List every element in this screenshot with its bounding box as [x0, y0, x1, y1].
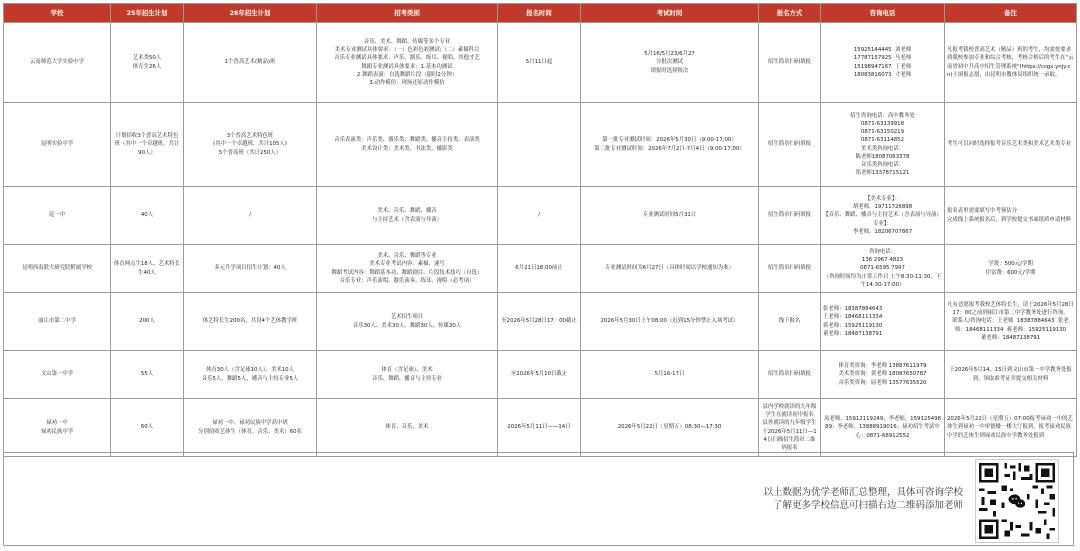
cell-reg-method: 招生简章扫码填报 — [759, 103, 821, 187]
cell-exam-time: 第一批专业测试时间：2026年5月30日（9:00-17:00） 第二批专业测试时间：2026年7月2日-7月4日（9:00-17:00） — [581, 103, 759, 187]
header-note: 备注 — [945, 4, 1077, 23]
footer-note — [763, 486, 963, 512]
cell-exam-time: 2026年5月22日（星期五）08:30—17:30 — [581, 399, 759, 457]
cell-school: 丽江市第二中学 — [4, 293, 111, 351]
cell-school: 昆明西南联大研究院附属学校 — [4, 245, 111, 293]
cell-phone: 【美术专业】： 胡老师，19711726898 【音乐、舞蹈、播音与主持艺术（含表演与导演）专业】： 李老师，18206707867 — [821, 187, 945, 245]
table-row — [4, 293, 1077, 351]
cell-reg-time: 5月11日起 — [498, 23, 581, 103]
header-reg-time: 报名时间 — [498, 4, 581, 23]
cell-exam-time: 5月16-17日 — [581, 351, 759, 399]
header-plan26: 26年招生计划 — [184, 4, 317, 23]
cell-phone: 咨询电话： 136 2967 4823 0871-6595 7997 （咨询时间均为正常工作日 上午8:30-11:30，下午14:30-17:00） — [821, 245, 945, 293]
cell-reg-time: 6月21日18:00前止 — [498, 245, 581, 293]
cell-category: 美术、音乐、舞蹈、播音 与主持艺术（含表演与导演） — [317, 187, 498, 245]
cell-school: 云南师范大学实验中学 — [4, 23, 111, 103]
cell-plan25: 40人 — [111, 187, 184, 245]
cell-plan26: 体育30人（含足球10人）、美术10人 音乐5人、舞蹈5人、播音与主持专业5人 — [184, 351, 317, 399]
cell-plan25: 55人 — [111, 351, 184, 399]
cell-reg-time — [498, 103, 581, 187]
table-row — [4, 103, 1077, 187]
table-row — [4, 399, 1077, 457]
cell-reg-time: 至2026年5月10日截止 — [498, 351, 581, 399]
cell-reg-time: / — [498, 187, 581, 245]
cell-phone: 凤老师，15912119249；李老师，15912549889；李老师，13888919016；禄劝招生考试中心：0871-68912552 — [821, 399, 945, 457]
admissions-table — [3, 3, 1077, 457]
cell-plan26: 3个普高艺术特色班 (其中一个卓越班，共计105人) 5个普高班（共计250人） — [184, 103, 317, 187]
cell-phone: 体育类咨询：李老师 13887611979 美术类咨询：黄老师 18087650787 音乐类咨询：屈老师 13577635520 — [821, 351, 945, 399]
cell-exam-time: 5月16/5月23/6月27 分批次测试 填报时选择批次 — [581, 23, 759, 103]
cell-plan26: 多元升学项目招生计划：40人 — [184, 245, 317, 293]
cell-exam-time: 专业测试时间为6月27日（具体时间以学校通知为准） — [581, 245, 759, 293]
cell-category: 音乐、美术、舞蹈、传媒等多个专业 美术专业测试具体要求：（一）色彩色彩测试;（二）素描科目 音乐专业测试具体要求：声乐、器乐、练耳、视唱、其他才艺 舞蹈专业测试具体要求：1.基本功测试 2.舞蹈表演：自选舞蹈片段（限时2分钟） 3.动作模仿：现场还原动作模仿 — [317, 23, 498, 103]
header-phone: 咨询电话 — [821, 4, 945, 23]
cell-reg-method: 招生简章扫码填报 — [759, 23, 821, 103]
cell-phone: 15925144445 刘老师 17787157925 马老师 15198947167 丁老师 18083816073 寸老师 — [821, 23, 945, 103]
cell-reg-method: 招生简章扫码填报 — [759, 351, 821, 399]
cell-note: 凡有意愿报考我校艺体特长生，请于2026年5月28日17：00之前到丽江市第二中学教务处进行咨询。 联系人/咨询电话：王老师 18387884643 张老师：18468111334 蒋老师：15925119130 董老师：18487138791 — [945, 293, 1077, 351]
cell-note: 报名表里需要填写中考预估分 完成线上系统报名后，到学校提交书面纸质申请材料 — [945, 187, 1077, 245]
cell-plan25: 60人 — [111, 399, 184, 457]
cell-plan25: 体育网点生18人、艺术特长生40人 — [111, 245, 184, 293]
table-row — [4, 23, 1077, 103]
cell-school: 昆明实验中学 — [4, 103, 111, 187]
cell-plan26: / — [184, 187, 317, 245]
header-category: 招考类别 — [317, 4, 498, 23]
cell-phone: 招生咨询电话：高中教务处 0871-63139918 0871-63150219 0871-63114852 美术类咨询电话： 陈老师18087063378 音乐类咨询电话： 郑老师13378715121 — [821, 103, 945, 187]
header-exam-time: 考试时间 — [581, 4, 759, 23]
cell-reg-method: 招生简章扫码填报 — [759, 245, 821, 293]
table-row — [4, 245, 1077, 293]
cell-reg-method: 招生简章扫码填报 — [759, 187, 821, 245]
cell-school: 昆一中 — [4, 187, 111, 245]
footer-panel — [3, 452, 1074, 546]
footer-line-2: 了解更多学校信息可扫描右边二维码添加老师 — [772, 500, 963, 511]
cell-note: 考生可以同时选择报考音乐艺术类和美术艺术类专业 — [945, 103, 1077, 187]
header-school: 学校 — [4, 4, 111, 23]
table-row — [4, 187, 1077, 245]
cell-reg-time: 至2026年5月28日17：00截止 — [498, 293, 581, 351]
cell-phone: 张老师：18387884643 王老师：18468111334 蒋老师：15925119130 董老师：18487138791 — [821, 293, 945, 351]
cell-plan25: 200人 — [111, 293, 184, 351]
cell-note: 于2026年5月14、15日到文山市第一中学教务处报到，领取准考证并提交相关材料 — [945, 351, 1077, 399]
table-row — [4, 351, 1077, 399]
cell-note: 2026年5月22日（星期五）07:00报考禄劝一中的艺体生到禄劝一中审德楼一楼大厅报到，报考禄劝民族中学的艺体生到禄劝民族中学教务处报到 — [945, 399, 1077, 457]
cell-school: 禄劝一中 禄劝民族中学 — [4, 399, 111, 457]
cell-plan25: 艺术类50人 体育生26人 — [111, 23, 184, 103]
cell-reg-method: 线下报名 — [759, 293, 821, 351]
cell-reg-method: 县内学校就读的九年级学生在就读初中报名 县外就读的九年级学生于2026年5月11日—14日扫描招生简章二维码报名 — [759, 399, 821, 457]
cell-category: 艺术招生项目 音乐30人、美术30人、舞蹈30人、传媒30人 — [317, 293, 498, 351]
header-row — [4, 4, 1077, 23]
cell-school: 文山第一中学 — [4, 351, 111, 399]
qr-code-icon[interactable] — [975, 459, 1059, 543]
cell-plan26: 1个普高艺术(精品)班 — [184, 23, 317, 103]
cell-exam-time: 2026年5月30日上午08:00（迟到15分钟禁止入场考试） — [581, 293, 759, 351]
cell-plan26: 体艺特长生200名，共设4个艺体教学班 — [184, 293, 317, 351]
header-reg-method: 报名方式 — [759, 4, 821, 23]
cell-category: 美术、音乐、舞蹈等专业 美术专业考试内容：素描、速写 舞蹈考试内容：舞蹈基本功、舞蹈剧目、片段技术技巧（自选） 音乐专业：声乐演唱、器乐演奏、练耳、视唱（必考项） — [317, 245, 498, 293]
cell-category: 体育、音乐、美术 — [317, 399, 498, 457]
cell-note: 凡报考我校普高艺术（精品）班的考生，均需按要求到我校参加专业和综合考核，考核合格后的考生在"云南省初中升高中招生管理系统"(https://csgx.ynjy.cn)上填报志愿，由昆明市教体局组织统一录取。 — [945, 23, 1077, 103]
qr-code-graphic — [976, 460, 1058, 542]
cell-note: 学费：500元/学期 住宿费：600元/学期 — [945, 245, 1077, 293]
cell-category: 音乐表演类：声乐类、器乐类、舞蹈类、播音主持类、表演类 美术设计类：美术类、书法类、摄影类 — [317, 103, 498, 187]
cell-exam-time: 专业测试时间5月31日 — [581, 187, 759, 245]
header-plan25: 25年招生计划 — [111, 4, 184, 23]
cell-plan25: 计划招收3个普高艺术特色班（其中一个卓越班，共计90人） — [111, 103, 184, 187]
cell-category: 体育（含足球）、美术 音乐、舞蹈、播音与主持专业 — [317, 351, 498, 399]
cell-plan26: 禄劝一中、禄劝民族中学高中班 分别招收艺体生（体育、音乐、美术）60名 — [184, 399, 317, 457]
footer-line-1: 以上数据为优学老师汇总整理，具体可咨询学校 — [763, 487, 963, 498]
cell-reg-time: 2026年5月11日——14日 — [498, 399, 581, 457]
